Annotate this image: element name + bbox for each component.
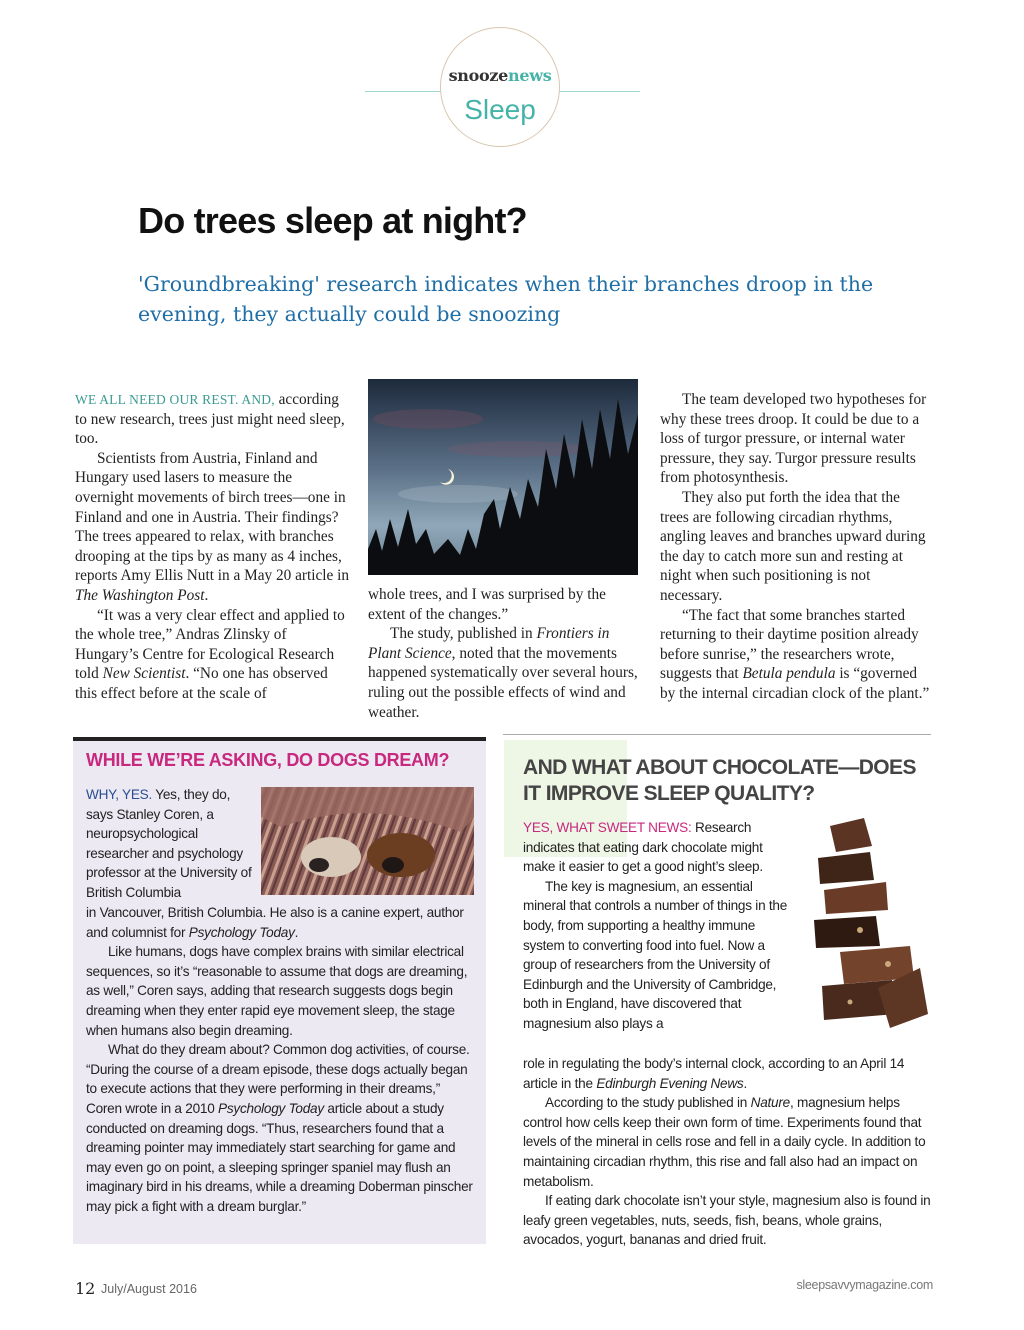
issue-date: July/August 2016	[101, 1282, 197, 1296]
chocolate-sidebar-intro	[523, 818, 791, 1034]
article-paragraph: “It was a very clear effect and applied to the whole tree,” Andras Zlinsky of Hungary’s Centre for Ecological Research told New Scientist. “No one has observed this effect before at the scale of	[75, 606, 345, 702]
article-column-2	[368, 585, 638, 722]
article-column-3	[660, 390, 932, 704]
chocolate-sidebar-body	[523, 1054, 935, 1250]
page-number: 12	[75, 1279, 96, 1298]
section-badge	[440, 27, 560, 147]
article-paragraph: whole trees, and I was surprised by the extent of the changes.”	[368, 586, 606, 623]
chocolate-sidebar-title: AND WHAT ABOUT CHOCOLATE—DOES IT IMPROVE SLEEP QUALITY?	[523, 756, 916, 805]
brand-logo: snoozenews	[448, 66, 552, 85]
sidebar-paragraph: If eating dark chocolate isn’t your style, magnesium also is found in leafy green vegetables, nuts, seeds, fish, beans, whole grains, avocados, yogurt, bananas and dried fruit.	[523, 1193, 931, 1248]
article-column-1	[75, 390, 353, 704]
article-paragraph: They also put forth the idea that the trees are following circadian rhythms, angling leaves and branches upward during the day to catch more sun and resting at night when such positioning is not necessary.	[660, 488, 926, 604]
section-label: Sleep	[464, 94, 536, 125]
article-paragraph: “The fact that some branches started returning to their daytime position already before sunrise,” the researchers wrote, suggests that Betula pendula is “governed by the internal circadian clock of the plant.”	[660, 606, 930, 702]
article-paragraph: Scientists from Austria, Finland and Hungary used lasers to measure the overnight movements of birch trees—one in Finland and one in Austria. Their findings? The trees appeared to relax, with branches drooping at the tips by as many as 4 inches, reports Amy Ellis Nutt in a May 20 article in The Washington Post.	[75, 449, 350, 604]
article-dek: 'Groundbreaking' research indicates when their branches droop in the evening, they actually could be snoozing	[138, 272, 874, 326]
article-paragraph: The study, published in Frontiers in Plant Science, noted that the movements happened systematically over several hours, ruling out the possible effects of wind and weather.	[368, 625, 638, 721]
sidebar-paragraph: in Vancouver, British Columbia. He also is a canine expert, author and columnist for Psychology Today.	[86, 905, 464, 940]
night-trees-photo	[368, 379, 638, 575]
sidebar-paragraph: What do they dream about? Common dog activities, of course. “During the course of a dream episode, these dogs actually began to execute actions that they were performing in their dreams,” Coren wrote in a 2010 Psychology Today article about a study conducted on dreaming dogs. “Thus, researchers found that a dreaming pointer may immediately start searching for game and may even go on point, a sleeping springer spaniel may flush an imaginary bird in his dreams, while a dreaming Doberman pinscher may pick a fight with a dream burglar.”	[86, 1042, 473, 1214]
dogs-sidebar-body	[86, 903, 478, 1217]
dogs-sidebar-title: WHILE WE’RE ASKING, DO DOGS DREAM?	[86, 750, 450, 770]
sleeping-dogs-photo	[261, 787, 474, 895]
sidebar-paragraph: WHY, YES. Yes, they do, says Stanley Coren, a neuropsychological researcher and psychology professor at the University of British Columbia	[86, 787, 252, 900]
chocolate-stack-photo	[800, 818, 928, 1032]
website-url: sleepsavvymagazine.com	[796, 1278, 933, 1292]
sidebar-paragraph: YES, WHAT SWEET NEWS: Research indicates that eating dark chocolate might make it easier to get a good night’s sleep.	[523, 820, 763, 875]
dogs-sidebar-intro	[86, 785, 256, 903]
article-paragraph: The team developed two hypotheses for why these trees droop. It could be due to a loss of turgor pressure, or internal water pressure, they say. Turgor pressure results from photosynthesis.	[660, 391, 927, 487]
lead-in: WHY, YES.	[86, 787, 152, 802]
sidebar-paragraph: Like humans, dogs have complex brains with similar electrical sequences, so it’s “reasonable to assume that dogs are dreaming, as well,” Coren says, adding that research suggests dogs begin dreaming when they enter rapid eye movement sleep, the stage when humans also begin dreaming.	[86, 944, 468, 1038]
lead-in: YES, WHAT SWEET NEWS:	[523, 820, 692, 835]
sidebar-paragraph: According to the study published in Nature, magnesium helps control how cells keep their own form of time. Experiments found that levels of the mineral in cells rose and fell in a daily cycle. In addition to maintaining circadian rhythm, this rise and fall also had an impact on metabolism.	[523, 1095, 926, 1189]
sidebar-divider	[503, 734, 931, 735]
article-paragraph: WE ALL NEED OUR REST. AND, according to new research, trees just might need sleep, too.	[75, 391, 345, 448]
sidebar-paragraph: The key is magnesium, an essential mineral that controls a number of things in the body, from supporting a healthy immune system to converting food into fuel. Now a group of researchers from the University of Edinburgh and the University of Cambridge, both in England, have discovered that magnesium also plays a	[523, 878, 788, 1031]
sidebar-paragraph: role in regulating the body’s internal clock, according to an April 14 article in the Edinburgh Evening News.	[523, 1056, 905, 1091]
article-title: Do trees sleep at night?	[138, 200, 527, 241]
lead-in: WE ALL NEED OUR REST. AND,	[75, 392, 275, 407]
